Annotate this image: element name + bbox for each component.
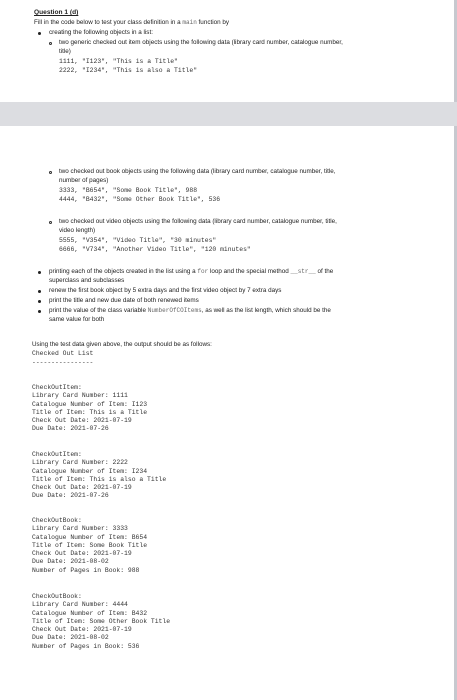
sub-bullet-marker [49,171,52,174]
sub-item-3-line1: two checked out video objects using the following data (library card number, catalogue number, title, [59,218,337,225]
output-block-1 [32,384,147,434]
question-title: Question 1 (d) [34,9,79,16]
output-line: Catalogue Number of Item: I123 [32,400,148,408]
output-block-4 [32,593,170,651]
output-line: Due Date: 2021-07-26 [32,492,109,500]
sub-item-1-line1: two generic checked out item objects using the following data (library card number, catalogue number, [59,39,343,46]
sub-item-3-code-2: 6666, "V734", "Another Video Title", "120 minutes" [59,246,251,253]
bullet-print-value-line2: same value for both [49,316,105,323]
output-line: Library Card Number: 1111 [32,392,128,400]
bullet-marker [38,290,41,293]
output-line: CheckOutItem: [32,451,82,458]
printing-after: of the [315,268,334,275]
bullet-print-title: print the title and new due date of both renewed items [49,297,199,304]
output-line: Title of Item: This is also a Title [32,475,167,483]
output-line: Check Out Date: 2021-07-19 [32,417,132,425]
sub-bullet-marker [49,221,52,224]
bullet-marker [38,310,41,313]
output-line: Due Date: 2021-08-02 [32,634,109,642]
output-rule: ---------------- [32,359,94,366]
sub-item-2-code-2: 4444, "B432", "Some Other Book Title", 536 [59,196,221,203]
intro-before: Fill in the code below to test your class definition in a [34,19,183,26]
bullet-marker [38,32,41,35]
output-intro: Using the test data given above, the output should be as follows: [32,341,212,348]
print-value-after: , as well as the list length, which should be the [201,307,331,314]
print-value-before: print the value of the class variable [49,307,148,314]
printing-before: printing each of the objects created in the list using a [49,268,198,275]
output-line: Catalogue Number of Item: B432 [32,609,148,617]
bullet-marker [38,271,41,274]
sub-item-2-line1: two checked out book objects using the following data (library card number, catalogue number, title, [59,168,336,175]
printing-code-str: __str__ [290,268,316,275]
output-line: CheckOutItem: [32,384,82,391]
sub-item-2-code-1: 3333, "B654", "Some Book Title", 988 [59,187,198,194]
output-line: Number of Pages in Book: 536 [32,642,140,650]
output-line: CheckOutBook: [32,517,82,524]
output-line: Check Out Date: 2021-07-19 [32,484,132,492]
output-line: Check Out Date: 2021-07-19 [32,626,132,634]
sub-bullet-marker [49,42,52,45]
bullet-renew: renew the first book object by 5 extra days and the first video object by 7 extra days [49,287,282,294]
bullet-create: creating the following objects in a list: [49,29,153,36]
bullet-marker [38,300,41,303]
output-line: Number of Pages in Book: 988 [32,566,140,574]
output-line: Title of Item: Some Book Title [32,541,148,549]
sub-item-1-code-1: 1111, "I123", "This is a Title" [59,58,178,65]
printing-middle: loop and the special method [208,268,291,275]
output-block-3 [32,517,147,575]
sub-item-3-line2: video length) [59,227,96,234]
output-block-2 [32,451,166,501]
output-line: Library Card Number: 3333 [32,525,128,533]
output-line: Library Card Number: 4444 [32,601,128,609]
bullet-printing-line2: superclass and subclasses [49,277,125,284]
bullet-print-value [49,307,331,315]
output-line: Catalogue Number of Item: I234 [32,467,148,475]
output-line: Title of Item: This is a Title [32,408,148,416]
bullet-printing [49,268,333,276]
output-line: Due Date: 2021-07-26 [32,425,109,433]
intro-code: main [182,19,197,26]
output-line: Title of Item: Some Other Book Title [32,617,171,625]
print-value-code: NumberOfCOItems [147,307,202,314]
document-page-bottom [0,126,457,700]
output-line: Catalogue Number of Item: B654 [32,533,148,541]
output-header: Checked Out List [32,350,94,357]
printing-code-for: for [197,268,209,275]
sub-item-2-line2: number of pages) [59,177,109,184]
sub-item-1-line2: title) [59,48,71,55]
sub-item-3-code-1: 5555, "V354", "Video Title", "30 minutes" [59,237,217,244]
sub-item-1-code-2: 2222, "I234", "This is also a Title" [59,67,198,74]
output-line: CheckOutBook: [32,593,82,600]
output-line: Due Date: 2021-08-02 [32,558,109,566]
output-line: Library Card Number: 2222 [32,459,128,467]
document-page-top [0,0,457,102]
intro-after: function by [196,19,230,26]
output-line: Check Out Date: 2021-07-19 [32,550,132,558]
intro-text [34,19,229,27]
